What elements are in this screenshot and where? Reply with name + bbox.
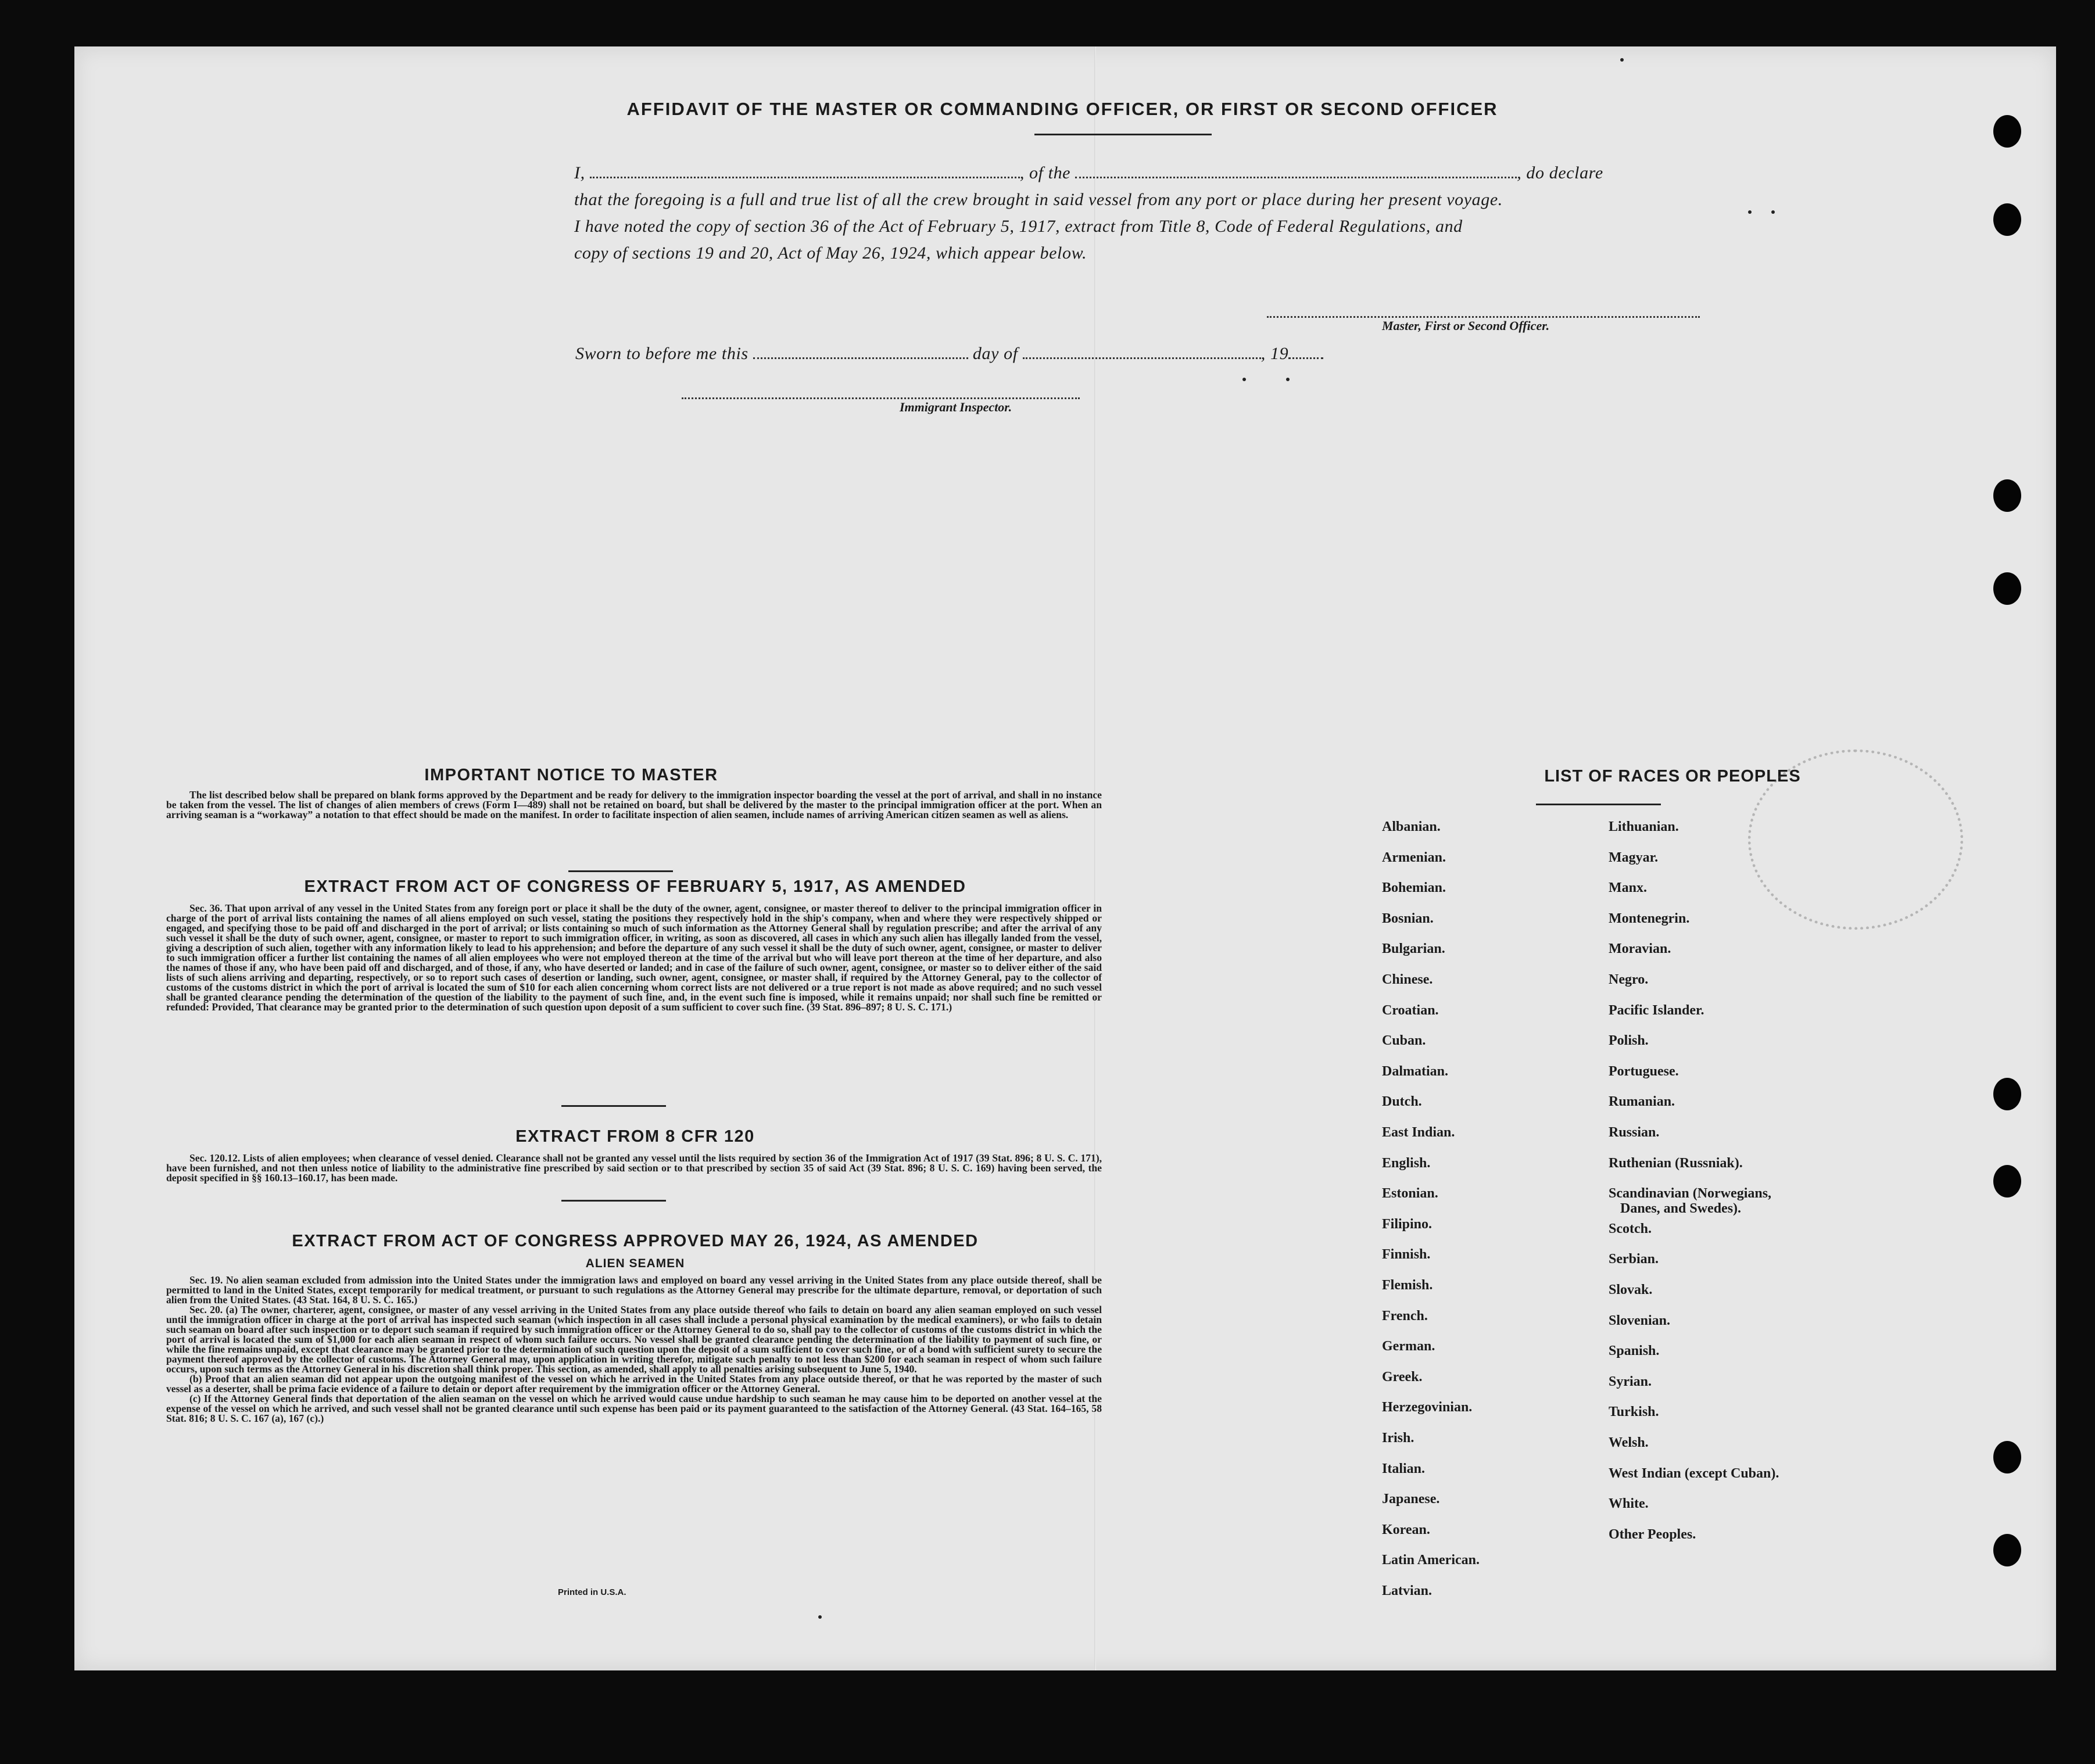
extract-1917-title: EXTRACT FROM ACT OF CONGRESS OF FEBRUARY 5, 1917, AS AMENDED [304, 877, 966, 896]
race-item: East Indian. [1382, 1125, 1455, 1140]
name-blank[interactable] [590, 163, 1020, 178]
race-item: Slovenian. [1609, 1313, 1671, 1328]
race-item: Chinese. [1382, 972, 1433, 987]
fold-line [1094, 46, 1096, 1670]
extract-cfr-title: EXTRACT FROM 8 CFR 120 [515, 1127, 755, 1146]
race-item: Cuban. [1382, 1033, 1426, 1049]
binder-hole [1993, 479, 2021, 512]
speck [1286, 378, 1290, 381]
race-item: Herzegovinian. [1382, 1400, 1473, 1415]
race-item: Estonian. [1382, 1186, 1438, 1202]
binder-hole [1993, 1078, 2021, 1110]
race-item: Polish. [1609, 1033, 1649, 1049]
day-of-label: day of [972, 344, 1018, 363]
race-item: Albanian. [1382, 819, 1441, 834]
race-item: Scotch. [1609, 1221, 1652, 1236]
race-item: Rumanian. [1609, 1094, 1675, 1110]
race-item: Finnish. [1382, 1247, 1431, 1263]
speck [1242, 378, 1246, 381]
sec-20b-text: (b) Proof that an alien seaman did not appear upon the outgoing manifest of the vessel on which he arrived in the United States from any place outside thereof, or that he was reported by the master of such vessel as a deserter, shall be prima facie evidence of a failure to detain or deport after requirement by the immigration officer or the Attorney General. [166, 1373, 1102, 1394]
extract-1924-body [166, 1275, 1102, 1424]
race-item: Danes, and Swedes). [1620, 1201, 1742, 1217]
inspector-caption: Immigrant Inspector. [900, 400, 1012, 414]
sworn-day-blank[interactable] [753, 343, 968, 359]
binder-hole [1993, 1534, 2021, 1566]
race-item: Russian. [1609, 1125, 1660, 1140]
race-item: Croatian. [1382, 1002, 1439, 1018]
binder-hole [1993, 115, 2021, 148]
race-item: Magyar. [1609, 849, 1659, 865]
sec-19-text: Sec. 19. No alien seaman excluded from admission into the United States under the immigration laws and employed on board any vessel arriving in the United States from any place outside thereof, shall be permitted to land in the United States, except temporarily for medical treatment, or pursuant to such regulations as the Attorney General may prescribe for the ultimate departure, removal, or deportation of such alien from the United States. (43 Stat. 164, 8 U. S. C. 165.) [166, 1274, 1102, 1306]
race-item: Greek. [1382, 1369, 1423, 1385]
title-rule [1034, 134, 1212, 135]
race-item: Portuguese. [1609, 1063, 1679, 1079]
sec-20c-text: (c) If the Attorney General finds that deportation of the alien seaman on the vessel on which he arrived would cause undue hardship to such seaman he may cause him to be deported on another vessel at the expense of the vessel on which he arrived, and such vessel shall not be granted clearance until such expense has been paid or its payment guaranteed to the satisfaction of the Attorney General. (43 Stat. 164–165, 58 Stat. 816; 8 U. S. C. 167 (a), 167 (c).) [166, 1393, 1102, 1424]
race-item: Japanese. [1382, 1491, 1440, 1507]
race-item: Scandinavian (Norwegians, [1609, 1186, 1772, 1202]
race-item: Negro. [1609, 972, 1649, 987]
year-blank[interactable] [1288, 343, 1323, 359]
speck [1748, 210, 1752, 214]
master-signature-line[interactable] [1267, 314, 1700, 318]
race-item: Korean. [1382, 1522, 1430, 1537]
race-item: Serbian. [1609, 1252, 1659, 1267]
master-caption: Master, First or Second Officer. [1382, 318, 1550, 333]
binder-hole [1993, 203, 2021, 236]
extract-cfr-rule [561, 1200, 666, 1202]
inspector-signature-line[interactable] [682, 395, 1080, 399]
speck [1620, 58, 1624, 62]
race-item: German. [1382, 1339, 1435, 1354]
notice-rule [568, 870, 673, 872]
speck [1771, 210, 1775, 214]
race-item: Bulgarian. [1382, 941, 1445, 957]
race-item: Welsh. [1609, 1435, 1649, 1450]
do-declare-label: , do declare [1517, 163, 1603, 182]
faded-stamp [1748, 750, 1963, 930]
declaration-line-4: copy of sections 19 and 20, Act of May 26, 1924, which appear below. [574, 243, 1087, 263]
race-item: Spanish. [1609, 1343, 1660, 1359]
speck [818, 1615, 822, 1619]
binder-hole [1993, 572, 2021, 605]
race-item: Montenegrin. [1609, 910, 1690, 926]
race-item: Pacific Islander. [1609, 1002, 1704, 1018]
race-item: Manx. [1609, 880, 1647, 896]
race-item: Bohemian. [1382, 880, 1446, 896]
vessel-blank[interactable] [1075, 163, 1517, 178]
race-item: Filipino. [1382, 1216, 1433, 1232]
race-item: Italian. [1382, 1461, 1426, 1476]
sworn-line [575, 340, 1505, 367]
alien-seamen-subtitle: ALIEN SEAMEN [585, 1257, 685, 1270]
races-rule [1536, 804, 1661, 805]
race-item: Armenian. [1382, 849, 1446, 865]
race-item: Ruthenian (Russniak). [1609, 1155, 1743, 1171]
extract-cfr-body: Sec. 120.12. Lists of alien employees; when clearance of vessel denied. Clearance shall not be granted any vessel until the lists required by section 36 of the Immigration Act of 1917 (39 Stat. 896; 8 U. S. C. 171), have been furnished, and not then unless notice of liability to the administrative fine prescribed by said section or to that prescribed by section 35 of said Act (39 Stat. 896; 8 U. S. C. 169) having been served, the deposit specified in §§ 160.13–160.17, has been made. [166, 1152, 1102, 1184]
printed-note: Printed in U.S.A. [558, 1587, 626, 1597]
affidavit-title: AFFIDAVIT OF THE MASTER OR COMMANDING OFFICER, OR FIRST OR SECOND OFFICER [626, 99, 1498, 119]
declaration-line-1 [574, 160, 1713, 187]
race-item: Flemish. [1382, 1278, 1433, 1293]
extract-1917-rule [561, 1105, 666, 1107]
race-item: Dalmatian. [1382, 1063, 1448, 1079]
notice-title: IMPORTANT NOTICE TO MASTER [424, 766, 718, 784]
race-item: Bosnian. [1382, 910, 1434, 926]
race-item: French. [1382, 1308, 1428, 1324]
year-label: , 19 [1260, 344, 1289, 363]
document-page [74, 46, 2056, 1670]
race-item: Syrian. [1609, 1374, 1652, 1389]
races-title: LIST OF RACES OR PEOPLES [1544, 767, 1801, 786]
declaration-line-2: that the foregoing is a full and true list of all the crew brought in said vessel from any port or place during her present voyage. [574, 190, 1503, 209]
notice-body: The list described below shall be prepared on blank forms approved by the Department and be ready for delivery to the immigration inspector boarding the vessel at the port of arrival, and shall in no instance be taken from the vessel. The list of changes of alien members of crews (Form I—489) shall not be retained on board, but shall be delivered by the master to the principal immigration officer at the port. When an arriving seaman is a “workaway” a notation to that effect should be made on the manifest. In order to facilitate inspection of alien seamen, include names of arriving American citizen seamen as well as aliens. [166, 789, 1102, 820]
binder-hole [1993, 1165, 2021, 1197]
race-item: Turkish. [1609, 1404, 1659, 1420]
race-item: Moravian. [1609, 941, 1671, 957]
declaration-line-3: I have noted the copy of section 36 of the Act of February 5, 1917, extract from Title 8, Code of Federal Regulations, and [574, 217, 1463, 236]
race-item: West Indian (except Cuban). [1609, 1465, 1779, 1481]
race-item: Dutch. [1382, 1094, 1422, 1110]
extract-1924-title: EXTRACT FROM ACT OF CONGRESS APPROVED MAY 26, 1924, AS AMENDED [292, 1232, 979, 1250]
race-item: Latin American. [1382, 1553, 1480, 1568]
race-item: Latvian. [1382, 1583, 1433, 1598]
extract-1917-body: Sec. 36. That upon arrival of any vessel in the United States from any foreign port or place it shall be the duty of the owner, agent, consignee, or master thereof to deliver to the principal immigration officer in charge of the port of arrival lists containing the names of all aliens employed on such vessel, stating the positions they respectively hold in the ship's company, when and where they were respectively shipped or engaged, and specifying those to be paid off and discharged in the port of arrival; or lists containing so much of such information as the Attorney General shall by regulation prescribe; and after the arrival of any such vessel it shall be the duty of such owner, agent, consignee, or master to report to such immigration officer, in writing, as soon as discovered, all cases in which any such alien has illegally landed from the vessel, giving a description of such alien, together with any information likely to lead to his apprehension; and before the departure of any such vessel it shall be the duty of such owner, agent, consignee, or master to deliver to such immigration officer a further list containing the names of all alien employees who were not employed thereon at the time of the arrival but who will leave port thereon at the time of her departure, and also the names of those if any, who have been paid off and discharged, and of those, if any, who have deserted or landed; and in case of the failure of such owner, agent, consignee, or master so to deliver either of the said lists of such aliens arriving and departing, respectively, or so to report such cases of desertion or landing, such owner, agent, consignee, or master shall, if required by the Attorney General, pay to the collector of customs of the customs district in which the port of arrival is located the sum of $10 for each alien concerning whom correct lists are not delivered or a true report is not made as above required; and no such vessel shall be granted clearance pending the determination of the question of the liability to the payment of such fine, and, in the event such fine is imposed, while it remains unpaid; nor shall such fine be remitted or refunded: Provided, That clearance may be granted prior to the determination of such question upon deposit of a sum sufficient to cover such fine. (39 Stat. 896–897; 8 U. S. C. 171.) [166, 902, 1102, 1013]
declaration-block [574, 160, 1713, 267]
sworn-month-blank[interactable] [1023, 343, 1261, 359]
race-item: Lithuanian. [1609, 819, 1679, 834]
binder-hole [1993, 1441, 2021, 1473]
sec-20a-text: Sec. 20. (a) The owner, charterer, agent, consignee, or master of any vessel arriving in the United States from any place outside thereof who fails to detain on board any alien seaman employed on such vessel until the immigration officer in charge at the port of arrival has inspected such seaman (which inspection in all cases shall include a personal physical examination by the medical examiners), or who fails to detain such seaman on board after such inspection or to deport such seaman if required by such immigration officer or the Attorney General to do so, shall pay to the collector of customs of the customs district in which the port of arrival is located the sum of $1,000 for each alien seaman in respect of whom such failure occurs. No vessel shall be granted clearance pending the determination of the liability to payment of such fine, or while the fine remains unpaid, except that clearance may be granted prior to the determination of such question upon the deposit of a sum sufficient to cover such fine, or of a bond with sufficient surety to secure the payment thereof approved by the collector of customs. The Attorney General may, upon application in writing therefor, mitigate such penalty to not less than $200 for each seaman in respect of whom such failure occurs, upon such terms as the Attorney General in his discretion shall think proper. This section, as amended, shall apply to all penalties arising subsequent to June 5, 1940. [166, 1304, 1102, 1375]
race-item: Slovak. [1609, 1282, 1653, 1297]
race-item: White. [1609, 1496, 1649, 1512]
sworn-label: Sworn to before me this [575, 344, 749, 363]
race-item: Other Peoples. [1609, 1526, 1696, 1542]
i-label: I, [574, 163, 585, 182]
race-item: English. [1382, 1155, 1431, 1171]
race-item: Irish. [1382, 1430, 1414, 1446]
of-the-label: , of the [1019, 163, 1071, 182]
